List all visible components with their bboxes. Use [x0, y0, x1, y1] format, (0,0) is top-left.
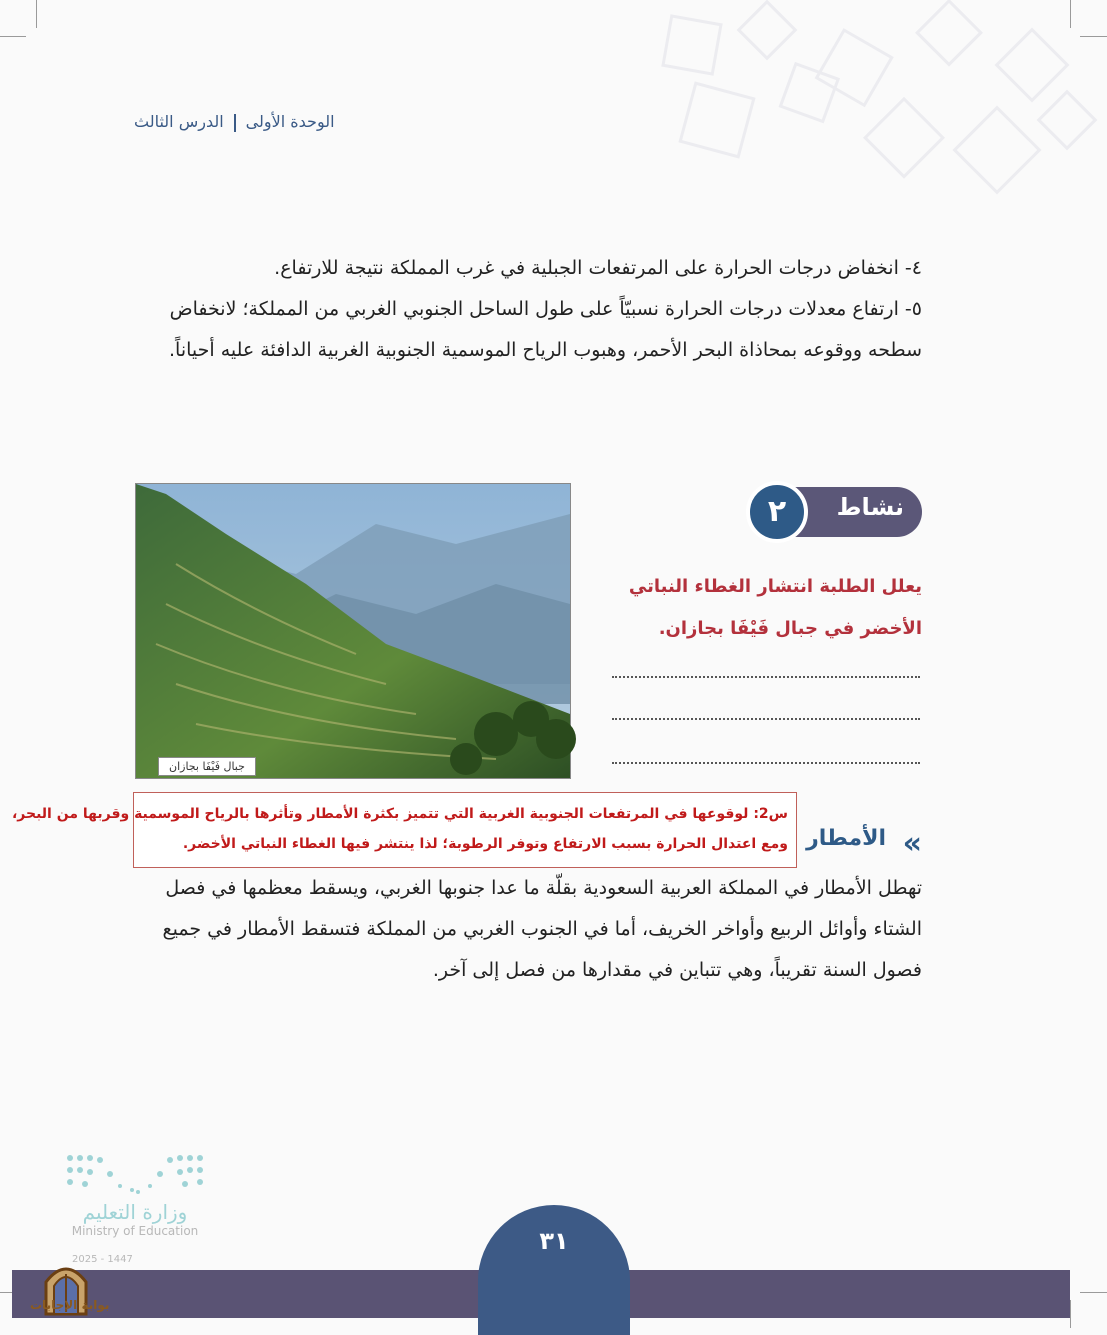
running-header — [134, 112, 335, 132]
ministry-logo — [60, 1150, 210, 1265]
header-divider — [234, 114, 236, 132]
answer-line — [612, 760, 920, 764]
activity-badge — [746, 481, 922, 543]
ministry-dots-icon — [60, 1150, 210, 1200]
answers-gate-label: بوابة الإجابات — [30, 1298, 110, 1312]
answer-line — [612, 674, 920, 678]
page-number: ٣١ — [478, 1205, 630, 1335]
mountain-photo-image — [136, 484, 570, 778]
point-5: ٥- ارتفاع معدلات درجات الحرارة نسبيّاً على طول الساحل الجنوبي الغربي من المملكة؛ لانخفاض سطحه ووقوعه بمحاذاة البحر الأحمر، وهبوب الرياح الموسمية الجنوبية الغربية الدافئة عليه أحياناً. — [169, 298, 922, 361]
activity-label: نشاط — [836, 493, 904, 521]
rain-title: الأمطار — [806, 826, 886, 851]
answer-line1: س2: لوقوعها في المرتفعات الجنوبية الغربية التي تتميز بكثرة الأمطار وتأثرها بالرياح الموسمية وقربها من البحر، — [11, 806, 788, 822]
activity-prompt-line2: الأخضر في جبال فَيْفَا بجازان. — [658, 618, 922, 639]
answer-line2: ومع اعتدال الحرارة بسبب الارتفاع وتوفر الرطوبة؛ لذا ينتشر فيها الغطاء النباتي الأخضر. — [182, 836, 788, 852]
activity-prompt-line1: يعلل الطلبة انتشار الغطاء النباتي — [628, 576, 922, 597]
unit-label: الوحدة الأولى — [245, 112, 335, 131]
rain-heading — [800, 822, 922, 862]
crop-mark — [0, 36, 26, 37]
ministry-name-en: Ministry of Education — [71, 1224, 199, 1238]
rain-body: تهطل الأمطار في المملكة العربية السعودية بقلّة ما عدا جنوبها الغربي، ويسقط معظمها في فصل الشتاء وأوائل الربيع وأواخر الخريف، أما في الجنوب الغربي من المملكة فتسقط الأمطار في جميع فصول السنة تقريباً، وهي تتباين في مقدارها من فصل إلى آخر. — [162, 877, 922, 981]
answer-line — [612, 716, 920, 720]
photo-caption: جبال فَيْفَا بجازان — [158, 757, 256, 776]
decorative-pattern — [627, 0, 1107, 220]
climate-points — [134, 248, 922, 371]
activity-number: ٢ — [746, 481, 808, 543]
crop-mark — [1070, 1300, 1071, 1328]
lesson-label: الدرس الثالث — [134, 112, 224, 131]
ministry-name-ar: وزارة التعليم — [82, 1200, 188, 1224]
crop-mark — [36, 0, 37, 28]
point-4: ٤- انخفاض درجات الحرارة على المرتفعات الجبلية في غرب المملكة نتيجة للارتفاع. — [274, 257, 922, 279]
answer-box — [11, 792, 797, 868]
rain-paragraph — [134, 868, 922, 991]
crop-mark — [1080, 1292, 1107, 1293]
activity-prompt — [600, 566, 922, 650]
mountain-photo — [135, 483, 571, 779]
ministry-year: 2025 - 1447 — [72, 1254, 133, 1265]
double-chevron-icon: « — [902, 826, 922, 861]
